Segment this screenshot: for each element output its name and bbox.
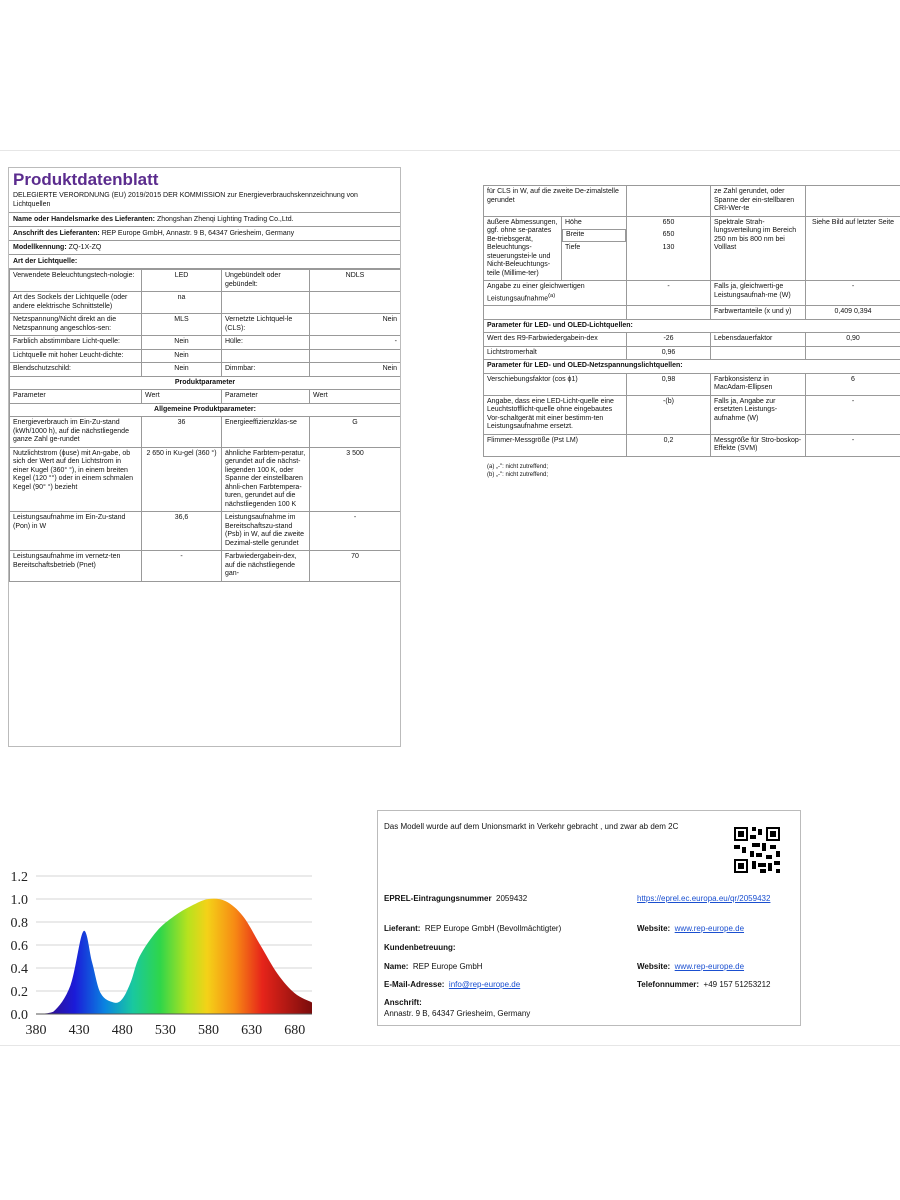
table-cell: Farblich abstimmbare Licht-quelle: xyxy=(10,336,142,350)
table-cell: Nutzlichtstrom (ϕuse) mit An-gabe, ob sich der Wert auf den Lichtstrom in einer Kugel (360° °), in einem breiten Kegel (120 °°) oder in einem schmalen Kegel (90° °) bezieht xyxy=(10,447,142,512)
x-tick-label: 530 xyxy=(154,1023,176,1038)
table-cell: Blendschutzschild: xyxy=(10,363,142,377)
table-cell: für CLS in W, auf die zweite De-zimalstelle gerundet xyxy=(484,186,627,217)
address-label: Anschrift des Lieferanten: xyxy=(13,230,100,237)
column-header: Wert xyxy=(142,390,222,404)
table-cell xyxy=(806,346,900,360)
table-cell: Leistungsaufnahme im vernetz-ten Bereitschaftsbetrieb (Pnet) xyxy=(10,551,142,582)
table-cell: - xyxy=(806,395,900,434)
footnote-marker: (a) xyxy=(548,292,556,299)
table-cell xyxy=(627,306,711,320)
params-continued-table xyxy=(483,185,900,457)
table-row xyxy=(484,281,900,306)
table-cell: 36 xyxy=(142,417,222,448)
dim-height-value: 650 xyxy=(662,218,675,226)
table-cell: MLS xyxy=(142,314,222,336)
table-cell: Nein xyxy=(142,336,222,350)
table-cell: Farbkonsistenz in MacAdam-Ellipsen xyxy=(711,373,806,395)
table-cell: -(b) xyxy=(627,395,711,434)
table-row xyxy=(10,551,401,582)
table-row xyxy=(484,306,900,320)
table-cell: - xyxy=(806,281,900,306)
table-cell: Flimmer-Messgröße (Pst LM) xyxy=(484,434,627,456)
dimensions-row xyxy=(484,216,900,281)
dim-width-label: Breite xyxy=(562,229,626,242)
table-cell: Messgröße für Stro-boskop-Effekte (SVM) xyxy=(711,434,806,456)
phone-line xyxy=(637,980,771,990)
table-cell: Nein xyxy=(142,363,222,377)
table-cell: - xyxy=(142,551,222,582)
product-params-header-row xyxy=(10,376,401,390)
model-value: ZQ-1X-ZQ xyxy=(68,244,102,251)
table-row xyxy=(10,336,401,350)
website-label: Website: xyxy=(637,924,671,933)
type-line xyxy=(9,255,400,269)
table-cell: 0,409 0,394 xyxy=(806,306,900,320)
table-cell: 2 650 in Ku-gel (360 °) xyxy=(142,447,222,512)
website-line xyxy=(637,924,744,934)
equiv-label: Angabe zu einer gleichwertigen Leistungsaufnahme xyxy=(487,283,585,302)
table-cell xyxy=(310,349,401,363)
table-cell: ähnliche Farbtem-peratur, gerundet auf die nächst-liegenden 100 K, oder Spanne der einstellbaren ähnli-chen Farbtempera-turen, gerundet auf die nächstliegenden 100 K xyxy=(222,447,310,512)
table-cell: 36,6 xyxy=(142,512,222,551)
table-cell: Verwendete Beleuchtungstech-nologie: xyxy=(10,270,142,292)
eprel-link[interactable]: https://eprel.ec.europa.eu/qr/2059432 xyxy=(637,894,771,903)
table-cell: Netzspannung/Nicht direkt an die Netzspannung angeschlos-sen: xyxy=(10,314,142,336)
email-label: E-Mail-Adresse: xyxy=(384,980,445,989)
spectrum-chart-svg xyxy=(0,858,318,1042)
led-header-row xyxy=(484,319,900,333)
table-cell xyxy=(222,292,310,314)
column-header: Parameter xyxy=(222,390,310,404)
y-tick-label: 0.6 xyxy=(10,939,28,954)
x-tick-label: 580 xyxy=(198,1023,219,1038)
spectral-value: Siehe Bild auf letzter Seite xyxy=(806,216,900,281)
addr-label: Anschrift: xyxy=(384,998,422,1007)
column-header: Wert xyxy=(310,390,401,404)
eprel-label: EPREL-Eintragungsnummer xyxy=(384,894,492,903)
table-cell: Falls ja, Angabe zur ersetzten Leistungs-aufnahme (W) xyxy=(711,395,806,434)
table-cell: Lichtquelle mit hoher Leucht-dichte: xyxy=(10,349,142,363)
supplier-label: Lieferant: xyxy=(384,924,421,933)
table-cell: 6 xyxy=(806,373,900,395)
section-header: Allgemeine Produktparameter: xyxy=(10,403,401,417)
supplier-address-line xyxy=(9,227,400,241)
table-row xyxy=(10,363,401,377)
table-cell: Nein xyxy=(310,314,401,336)
table-cell xyxy=(484,281,627,306)
table-cell: Leistungsaufnahme im Bereitschaftszu-stand (Psb) in W, auf die zweite Dezimal-stelle gerundet xyxy=(222,512,310,551)
brand-value: Zhongshan Zhenqi Lighting Trading Co.,Ltd. xyxy=(156,216,294,223)
type-label: Art der Lichtquelle: xyxy=(13,258,78,265)
table-cell: 0,90 xyxy=(806,333,900,347)
table-cell: -26 xyxy=(627,333,711,347)
dimension-values xyxy=(627,216,711,281)
y-tick-label: 1.2 xyxy=(10,870,28,885)
table-cell: - xyxy=(627,281,711,306)
supplier-brand-line xyxy=(9,213,400,227)
dim-depth-label: Tiefe xyxy=(565,243,581,251)
y-tick-label: 0.8 xyxy=(10,916,28,931)
table-cell xyxy=(484,306,627,320)
table-row xyxy=(484,373,900,395)
table-cell: Vernetzte Lichtquel-le (CLS): xyxy=(222,314,310,336)
eprel-value: 2059432 xyxy=(496,894,528,903)
light-source-table xyxy=(9,269,401,582)
y-tick-label: 0.2 xyxy=(10,985,28,1000)
table-cell: Nein xyxy=(142,349,222,363)
table-cell: Farbwertanteile (x und y) xyxy=(711,306,806,320)
table-cell xyxy=(310,292,401,314)
table-row xyxy=(484,395,900,434)
x-tick-label: 380 xyxy=(25,1023,47,1038)
supplier-value: REP Europe GmbH (Bevollmächtigter) xyxy=(424,924,562,933)
phone-label: Telefonnummer: xyxy=(637,980,700,989)
table-cell: Energieeffizienzklas-se xyxy=(222,417,310,448)
x-tick-label: 630 xyxy=(241,1023,263,1038)
table-cell: Angabe, dass eine LED-Licht-quelle eine Leuchtstofflicht-quelle ohne eingebautes Vor-schaltgerät mit einer bestimm-ten Leistungsaufnahme ersetzt. xyxy=(484,395,627,434)
table-cell: Art des Sockels der Lichtquelle (oder andere elektrische Schnittstelle) xyxy=(10,292,142,314)
datasheet-right-panel xyxy=(483,185,900,705)
table-cell: - xyxy=(310,336,401,350)
dim-depth-value: 130 xyxy=(662,243,675,251)
table-row xyxy=(10,512,401,551)
regulation-subtitle: DELEGIERTE VERORDNUNG (EU) 2019/2015 DER KOMMISSION zur Energieverbrauchskennzeichnung von Lichtquellen xyxy=(9,190,400,213)
address-value: REP Europe GmbH, Annastr. 9 B, 64347 Griesheim, Germany xyxy=(101,230,295,237)
table-cell: Lichtstromerhalt xyxy=(484,346,627,360)
table-row xyxy=(484,186,900,217)
table-row xyxy=(10,270,401,292)
general-params-header-row xyxy=(10,403,401,417)
table-cell xyxy=(627,186,711,217)
table-cell: Farbwiedergabein-dex, auf die nächstliegende gan- xyxy=(222,551,310,582)
name-line xyxy=(384,962,483,972)
table-cell: Verschiebungsfaktor (cos ϕ1) xyxy=(484,373,627,395)
table-row xyxy=(10,314,401,336)
website2-label: Website: xyxy=(637,962,671,971)
table-row xyxy=(484,434,900,456)
table-cell xyxy=(806,186,900,217)
model-line xyxy=(9,241,400,255)
x-tick-label: 680 xyxy=(284,1023,306,1038)
datasheet-left-panel xyxy=(8,167,401,747)
table-cell: 0,98 xyxy=(627,373,711,395)
website2-link[interactable]: www.rep-europe.de xyxy=(674,962,745,971)
table-cell: Ungebündelt oder gebündelt: xyxy=(222,270,310,292)
table-cell: 0,96 xyxy=(627,346,711,360)
datasheet-title: Produktdatenblatt xyxy=(13,170,159,189)
dim-height-label: Höhe xyxy=(565,218,582,226)
y-tick-label: 0.0 xyxy=(10,1008,28,1023)
table-row xyxy=(484,333,900,347)
table-cell: ze Zahl gerundet, oder Spanne der ein-stellbaren CRI-Wer-te xyxy=(711,186,806,217)
table-cell: Wert des R9-Farbwiedergabein-dex xyxy=(484,333,627,347)
table-cell: G xyxy=(310,417,401,448)
addr-value: Annastr. 9 B, 64347 Griesheim, Germany xyxy=(384,1009,531,1018)
table-cell: Lebensdauerfaktor xyxy=(711,333,806,347)
table-cell: 70 xyxy=(310,551,401,582)
dimension-names xyxy=(562,216,627,281)
model-label: Modellkennung: xyxy=(13,244,67,251)
table-row xyxy=(10,447,401,512)
name-value: REP Europe GmbH xyxy=(412,962,483,971)
table-cell: Leistungsaufnahme im Ein-Zu-stand (Pon) in W xyxy=(10,512,142,551)
table-cell: LED xyxy=(142,270,222,292)
supplier-line xyxy=(384,924,561,934)
table-cell: Dimmbar: xyxy=(222,363,310,377)
dimensions-label: äußere Abmessungen, ggf. ohne se-parates Be-triebsgerät, Beleuchtungs-steuerungstei-le und Nicht-Beleuchtungs-teile (Millime-ter) xyxy=(484,216,562,281)
table-row xyxy=(484,346,900,360)
service-label: Kundenbetreuung: xyxy=(384,943,456,952)
table-cell: NDLS xyxy=(310,270,401,292)
x-tick-label: 480 xyxy=(111,1023,133,1038)
spectrum-chart xyxy=(0,858,318,1042)
section-header: Parameter für LED- und OLED-Lichtquellen: xyxy=(484,319,900,333)
table-row xyxy=(10,292,401,314)
table-row xyxy=(10,349,401,363)
table-row xyxy=(10,417,401,448)
param-header-row xyxy=(10,390,401,404)
email-line xyxy=(384,980,520,990)
spectral-label: Spektrale Strah-lungsverteilung im Bereich 250 nm bis 800 nm bei Volllast xyxy=(711,216,806,281)
y-tick-label: 0.4 xyxy=(10,962,28,977)
table-cell: 3 500 xyxy=(310,447,401,512)
table-cell: Energieverbrauch im Ein-Zu-stand (kWh/1000 h), auf die nächstliegende ganze Zahl ge-rundet xyxy=(10,417,142,448)
spectrum-area xyxy=(36,899,312,1014)
website2-line xyxy=(637,962,744,972)
brand-label: Name oder Handelsmarke des Lieferanten: xyxy=(13,216,155,223)
footnote-a: (a) „-": nicht zutreffend; xyxy=(487,463,549,470)
table-cell: Hülle: xyxy=(222,336,310,350)
addr-label-line xyxy=(384,998,422,1008)
footnote-b: (b) „-": nicht zutreffend; xyxy=(487,471,549,478)
column-header: Parameter xyxy=(10,390,142,404)
x-tick-label: 430 xyxy=(68,1023,90,1038)
table-cell xyxy=(711,346,806,360)
website-link[interactable]: www.rep-europe.de xyxy=(674,924,745,933)
email-link[interactable]: info@rep-europe.de xyxy=(448,980,521,989)
table-cell: - xyxy=(310,512,401,551)
y-tick-label: 1.0 xyxy=(10,893,28,908)
table-cell xyxy=(222,349,310,363)
market-intro: Das Modell wurde auf dem Unionsmarkt in Verkehr gebracht , und zwar ab dem 2C xyxy=(384,822,679,831)
phone-value: +49 157 51253212 xyxy=(703,980,771,989)
qr-code-icon xyxy=(732,825,782,875)
table-cell: Nein xyxy=(310,363,401,377)
dim-width-value: 650 xyxy=(662,231,675,238)
eprel-line xyxy=(384,894,527,904)
table-cell: 0,2 xyxy=(627,434,711,456)
table-cell: - xyxy=(806,434,900,456)
table-cell: na xyxy=(142,292,222,314)
section-header: Parameter für LED- und OLED-Netzspannungslichtquellen: xyxy=(484,360,900,374)
customer-service-label xyxy=(384,943,456,953)
name-label: Name: xyxy=(384,962,409,971)
eprel-info-card xyxy=(377,810,801,1026)
mains-header-row xyxy=(484,360,900,374)
table-cell: Falls ja, gleichwerti-ge Leistungsaufnah-me (W) xyxy=(711,281,806,306)
footnotes xyxy=(483,457,900,479)
section-header: Produktparameter xyxy=(10,376,401,390)
